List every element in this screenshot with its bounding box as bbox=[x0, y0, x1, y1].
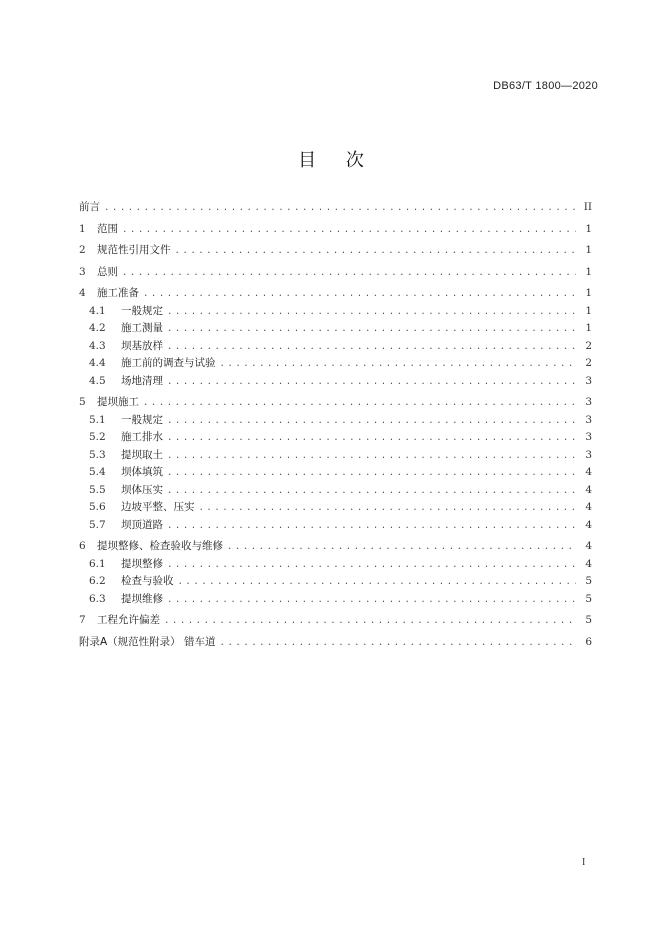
toc-entry[interactable] bbox=[79, 394, 592, 412]
toc-entry-number: 7 bbox=[79, 614, 86, 626]
toc-entry[interactable] bbox=[79, 482, 592, 500]
toc-entry-page: 1 bbox=[585, 287, 592, 299]
toc-leader-dots bbox=[227, 539, 576, 557]
toc-entry-page: 1 bbox=[585, 322, 592, 334]
toc-entry-label: 施工前的调查与试验 bbox=[121, 357, 216, 369]
toc-entry-number: 5.7 bbox=[89, 518, 106, 531]
toc-entry-number: 1 bbox=[79, 222, 86, 235]
toc-entry-number: 3 bbox=[79, 265, 86, 278]
toc-entry-number: 5.4 bbox=[89, 466, 106, 478]
toc-entry-number: 2 bbox=[79, 244, 86, 256]
toc-leader-dots bbox=[164, 613, 576, 631]
toc-entry[interactable] bbox=[79, 320, 592, 338]
toc-entry-label: 一般规定 bbox=[121, 413, 163, 426]
toc-entry-label: 坝体压实 bbox=[121, 483, 163, 496]
toc-entry-number: 6.3 bbox=[89, 592, 106, 605]
toc-entry-label: 工程允许偏差 bbox=[97, 614, 160, 626]
toc-entry[interactable] bbox=[79, 338, 592, 356]
toc-leader-dots bbox=[167, 483, 576, 501]
toc-entry-number: 5.2 bbox=[89, 431, 106, 443]
toc-entry[interactable] bbox=[79, 499, 592, 517]
toc-entry-number: 5.5 bbox=[89, 483, 106, 496]
toc-entry[interactable] bbox=[79, 264, 592, 282]
toc-entry-page: 3 bbox=[585, 448, 592, 461]
page-number: I bbox=[582, 857, 586, 868]
toc-entry-page: 2 bbox=[585, 357, 592, 369]
toc-leader-dots bbox=[167, 557, 576, 575]
toc-entry-page: 1 bbox=[585, 244, 592, 256]
toc-entry[interactable] bbox=[79, 242, 592, 260]
toc-entry-label: 场地清理 bbox=[121, 374, 163, 387]
toc-leader-dots bbox=[104, 200, 576, 218]
toc-entry-number: 4.3 bbox=[89, 339, 106, 352]
toc-leader-dots bbox=[167, 321, 576, 339]
toc-entry[interactable] bbox=[79, 221, 592, 239]
toc-leader-dots bbox=[122, 222, 576, 240]
toc-entry[interactable] bbox=[79, 373, 592, 391]
toc-entry-page: 3 bbox=[585, 413, 592, 426]
toc-entry-label: 提坝施工 bbox=[97, 396, 139, 408]
toc-entry-label: 附录A（规范性附录） 错车道 bbox=[79, 635, 216, 648]
toc-entry-number: 6.1 bbox=[89, 557, 106, 570]
toc-entry-page: 5 bbox=[585, 592, 592, 605]
toc-leader-dots bbox=[220, 356, 577, 374]
toc-entry-page: 5 bbox=[585, 614, 592, 626]
toc-leader-dots bbox=[167, 592, 576, 610]
toc-entry-label: 提坝维修 bbox=[121, 592, 163, 605]
toc-entry-label: 施工排水 bbox=[121, 431, 163, 443]
toc-entry-number: 5.6 bbox=[89, 501, 106, 513]
toc-entry[interactable] bbox=[79, 556, 592, 574]
toc-entry-label: 提坝整修、检查验收与维修 bbox=[97, 540, 223, 552]
toc-entry-page: 4 bbox=[585, 540, 592, 552]
toc-entry-number: 5.3 bbox=[89, 448, 106, 461]
toc-entry-page: 1 bbox=[585, 265, 592, 278]
toc-entry-page: II bbox=[583, 201, 592, 213]
toc-entry[interactable] bbox=[79, 591, 592, 609]
toc-entry[interactable] bbox=[79, 199, 592, 217]
toc-entry-page: 1 bbox=[585, 304, 592, 317]
toc-entry-number: 4.1 bbox=[89, 304, 106, 317]
toc-leader-dots bbox=[178, 574, 577, 592]
toc-entry-label: 检查与验收 bbox=[121, 575, 174, 587]
toc-entry-label: 坝顶道路 bbox=[121, 518, 163, 531]
toc-leader-dots bbox=[199, 500, 577, 518]
toc-entry[interactable] bbox=[79, 634, 592, 652]
toc-entry[interactable] bbox=[79, 517, 592, 535]
toc-entry[interactable] bbox=[79, 303, 592, 321]
toc-entry-label: 施工测量 bbox=[121, 322, 163, 334]
toc-entry-page: 4 bbox=[585, 483, 592, 496]
toc-leader-dots bbox=[167, 413, 576, 431]
toc-entry-label: 施工准备 bbox=[97, 287, 139, 299]
toc-entry-page: 3 bbox=[585, 396, 592, 408]
toc-leader-dots bbox=[175, 243, 577, 261]
toc-entry-label: 一般规定 bbox=[121, 304, 163, 317]
toc-entry-page: 4 bbox=[585, 501, 592, 513]
toc-entry[interactable] bbox=[79, 573, 592, 591]
toc-entry-number: 5 bbox=[79, 396, 86, 408]
toc-entry-label: 坝体填筑 bbox=[121, 466, 163, 478]
standard-code: DB63/T 1800—2020 bbox=[493, 80, 598, 92]
toc-entry-label: 边坡平整、压实 bbox=[121, 501, 195, 513]
toc-entry[interactable] bbox=[79, 285, 592, 303]
toc-leader-dots bbox=[167, 448, 576, 466]
toc-entry[interactable] bbox=[79, 429, 592, 447]
toc-entry-label: 规范性引用文件 bbox=[97, 244, 171, 256]
toc-entry[interactable] bbox=[79, 464, 592, 482]
toc-entry-page: 1 bbox=[585, 222, 592, 235]
toc-entry-label: 总则 bbox=[97, 265, 118, 278]
toc-entry[interactable] bbox=[79, 412, 592, 430]
toc-entry-label: 前言 bbox=[79, 201, 100, 213]
toc-entry-number: 4.5 bbox=[89, 374, 106, 387]
toc-leader-dots bbox=[143, 286, 576, 304]
toc-title: 目 次 bbox=[298, 150, 376, 171]
toc-entry-number: 6.2 bbox=[89, 575, 106, 587]
toc-entry-page: 4 bbox=[585, 557, 592, 570]
toc-leader-dots bbox=[167, 339, 576, 357]
toc-entry[interactable] bbox=[79, 447, 592, 465]
toc-entry-page: 5 bbox=[585, 575, 592, 587]
toc-entry-page: 4 bbox=[585, 518, 592, 531]
toc-leader-dots bbox=[220, 635, 576, 653]
toc-entry-page: 3 bbox=[585, 431, 592, 443]
toc-entry-label: 范围 bbox=[97, 222, 118, 235]
toc-leader-dots bbox=[167, 374, 576, 392]
toc-entry-number: 4 bbox=[79, 287, 86, 299]
toc-leader-dots bbox=[122, 265, 576, 283]
toc-entry-label: 坝基放样 bbox=[121, 339, 163, 352]
toc-entry-number: 6 bbox=[79, 540, 86, 552]
toc-entry-page: 4 bbox=[585, 466, 592, 478]
toc-entry[interactable] bbox=[79, 612, 592, 630]
toc-entry[interactable] bbox=[79, 538, 592, 556]
table-of-contents bbox=[79, 199, 592, 651]
toc-entry-page: 6 bbox=[585, 635, 592, 648]
toc-leader-dots bbox=[167, 465, 576, 483]
toc-entry-page: 3 bbox=[585, 374, 592, 387]
toc-leader-dots bbox=[167, 430, 576, 448]
toc-entry-number: 4.4 bbox=[89, 357, 106, 369]
toc-entry-number: 5.1 bbox=[89, 413, 106, 426]
toc-leader-dots bbox=[143, 395, 576, 413]
toc-entry-label: 提坝整修 bbox=[121, 557, 163, 570]
toc-leader-dots bbox=[167, 518, 576, 536]
toc-entry-number: 4.2 bbox=[89, 322, 106, 334]
toc-entry[interactable] bbox=[79, 355, 592, 373]
toc-entry-label: 提坝取土 bbox=[121, 448, 163, 461]
toc-leader-dots bbox=[167, 304, 576, 322]
toc-entry-page: 2 bbox=[585, 339, 592, 352]
